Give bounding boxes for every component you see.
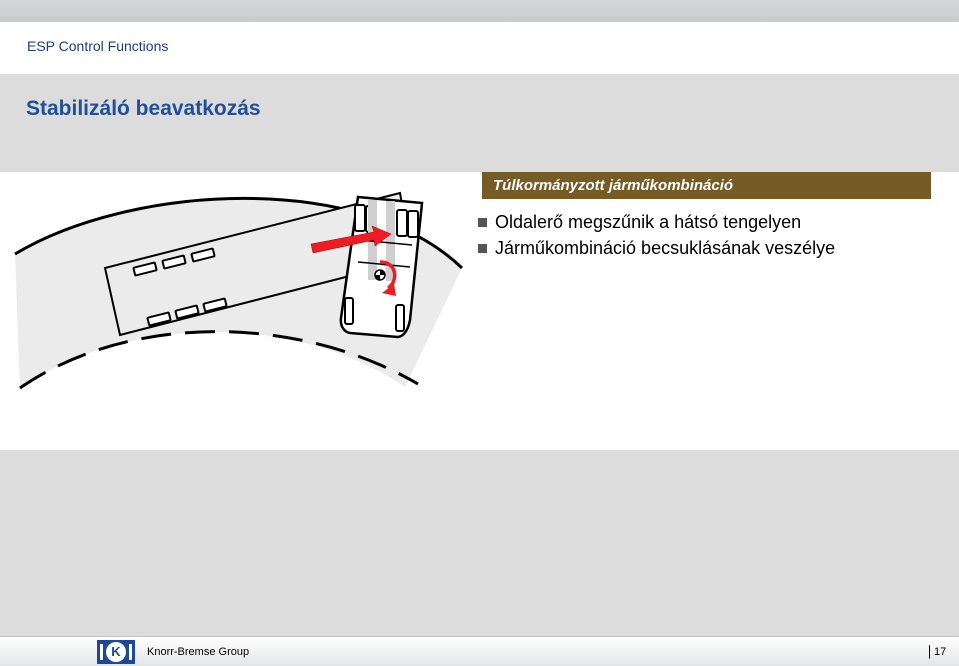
- title-band: [0, 74, 959, 172]
- logo-circle: [106, 642, 126, 662]
- bullet-item: [478, 235, 835, 261]
- bullet-item: [478, 209, 835, 235]
- bullet-list: [478, 209, 835, 261]
- page-number: 17: [929, 645, 946, 659]
- lower-content-band: [0, 450, 959, 636]
- center-of-mass-icon: [375, 270, 385, 280]
- slide-title: Stabilizáló beavatkozás: [26, 97, 261, 120]
- oversteer-illustration: [0, 172, 480, 450]
- top-strip: [0, 0, 959, 22]
- bullet-text: Oldalerő megszűnik a hátsó tengelyen: [495, 211, 802, 232]
- header-label: ESP Control Functions: [27, 38, 169, 54]
- company-name: Knorr-Bremse Group: [147, 646, 250, 658]
- bullet-text: Járműkombináció becsuklásának veszélye: [495, 237, 836, 258]
- logo-bar-left: [100, 644, 103, 660]
- section-title: Túlkormányzott járműkombináció: [493, 177, 734, 194]
- logo-letter: K: [111, 644, 121, 659]
- logo-bar-right: [129, 644, 132, 660]
- knorr-bremse-logo-icon: [97, 640, 135, 664]
- footer: [0, 636, 959, 666]
- section-bar: [482, 172, 931, 199]
